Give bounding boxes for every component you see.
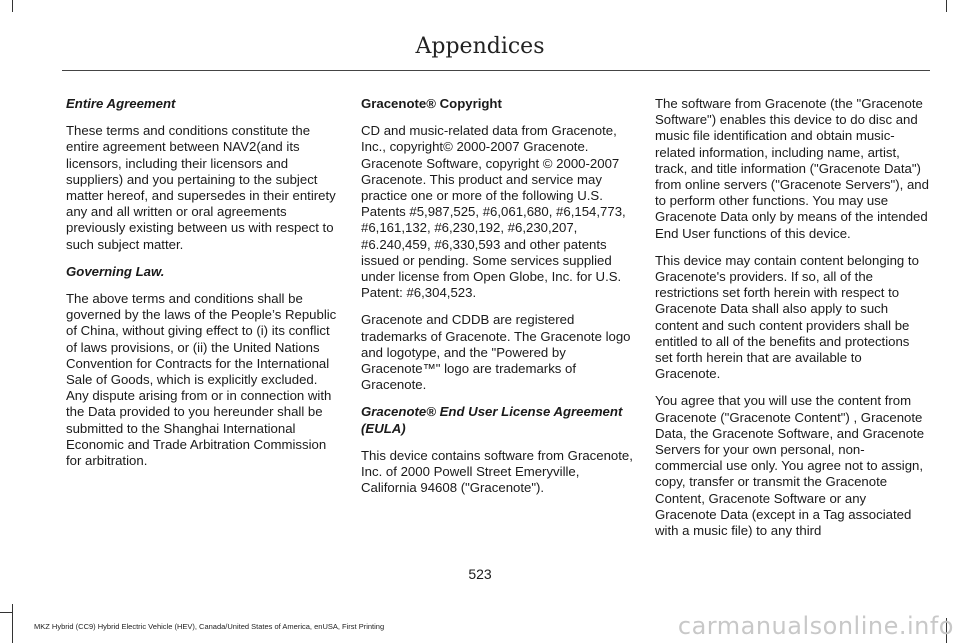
page-title: Appendices: [415, 34, 545, 59]
paragraph: This device contains software from Gracenote, Inc. of 2000 Powell Street Emeryville, California 94608 ("Gracenote").: [361, 447, 633, 496]
section-heading: Gracenote® End User License Agreement (EULA): [361, 404, 623, 436]
crop-mark: [12, 604, 13, 643]
column-1: [66, 96, 338, 480]
paragraph: These terms and conditions constitute the entire agreement between NAV2(and its licensors, including their licensors and suppliers) and you pertaining to the subject matter hereof, and supersedes in their entirety any and all written or oral agreements previously existing between us with respect to such subject matter.: [66, 123, 336, 252]
paragraph: Gracenote and CDDB are registered trademarks of Gracenote. The Gracenote logo and logotype, and the "Powered by Gracenote™" logo are trademarks of Gracenote.: [361, 312, 631, 393]
section-heading: Gracenote® Copyright: [361, 96, 502, 111]
crop-mark: [946, 0, 947, 12]
section-heading: Governing Law.: [66, 263, 165, 279]
crop-mark: [0, 612, 12, 613]
footer-text: MKZ Hybrid (CC9) Hybrid Electric Vehicle (HEV), Canada/United States of America, enUSA, First Printing: [34, 622, 385, 631]
page-number: 523: [468, 566, 492, 582]
paragraph: This device may contain content belonging to Gracenote's providers. If so, all of the restrictions set forth herein with respect to Gracenote Data shall also apply to such content and such content providers shall be entitled to all of the benefits and protections set forth herein that are available to Gracenote.: [655, 252, 919, 382]
crop-mark: [12, 0, 13, 12]
paragraph: The above terms and conditions shall be governed by the laws of the People’s Republic of China, without giving effect to (i) its conflict of laws provisions, or (ii) the United Nations Convention for Contracts for the International Sale of Goods, which is explicitly excluded. Any dispute arising from or in connection with the Data provided to you hereunder shall be submitted to the Shanghai International Economic and Trade Arbitration Commission for arbitration.: [66, 291, 337, 469]
column-2: [361, 96, 633, 507]
header-divider: [62, 70, 930, 71]
paragraph: You agree that you will use the content from Gracenote ("Gracenote Content") , Gracenote Data, the Gracenote Software, and Gracenote Servers for your own personal, non-commercial use only. You agree not to assign, copy, transfer or transmit the Gracenote Content, Gracenote Software or any Gracenote Data (except in a Tag associated with a music file) to any third: [655, 393, 925, 539]
section-heading: Entire Agreement: [66, 96, 176, 111]
paragraph: The software from Gracenote (the "Gracenote Software") enables this device to do disc and music file identification and obtain music-related information, including name, artist, track, and title information ("Gracenote Data") from online servers ("Gracenote Servers"), and to perform other functions. You may use Gracenote Data only by means of the intended End User functions of this device.: [655, 96, 929, 241]
column-3: [655, 96, 929, 550]
watermark: carmanualsonline.info: [677, 612, 954, 640]
paragraph: CD and music-related data from Gracenote, Inc., copyright© 2000-2007 Gracenote. Gracenote Software, copyright © 2000-2007 Gracenote. This product and service may practice one or more of the following U.S. Patents #5,987,525, #6,061,680, #6,154,773, #6,161,132, #6,230,192, #6,230,207, #6.240,459, #6,330,593 and other patents issued or pending. Some services supplied under license from Open Globe, Inc. for U.S. Patent: #6,304,523.: [361, 123, 626, 301]
